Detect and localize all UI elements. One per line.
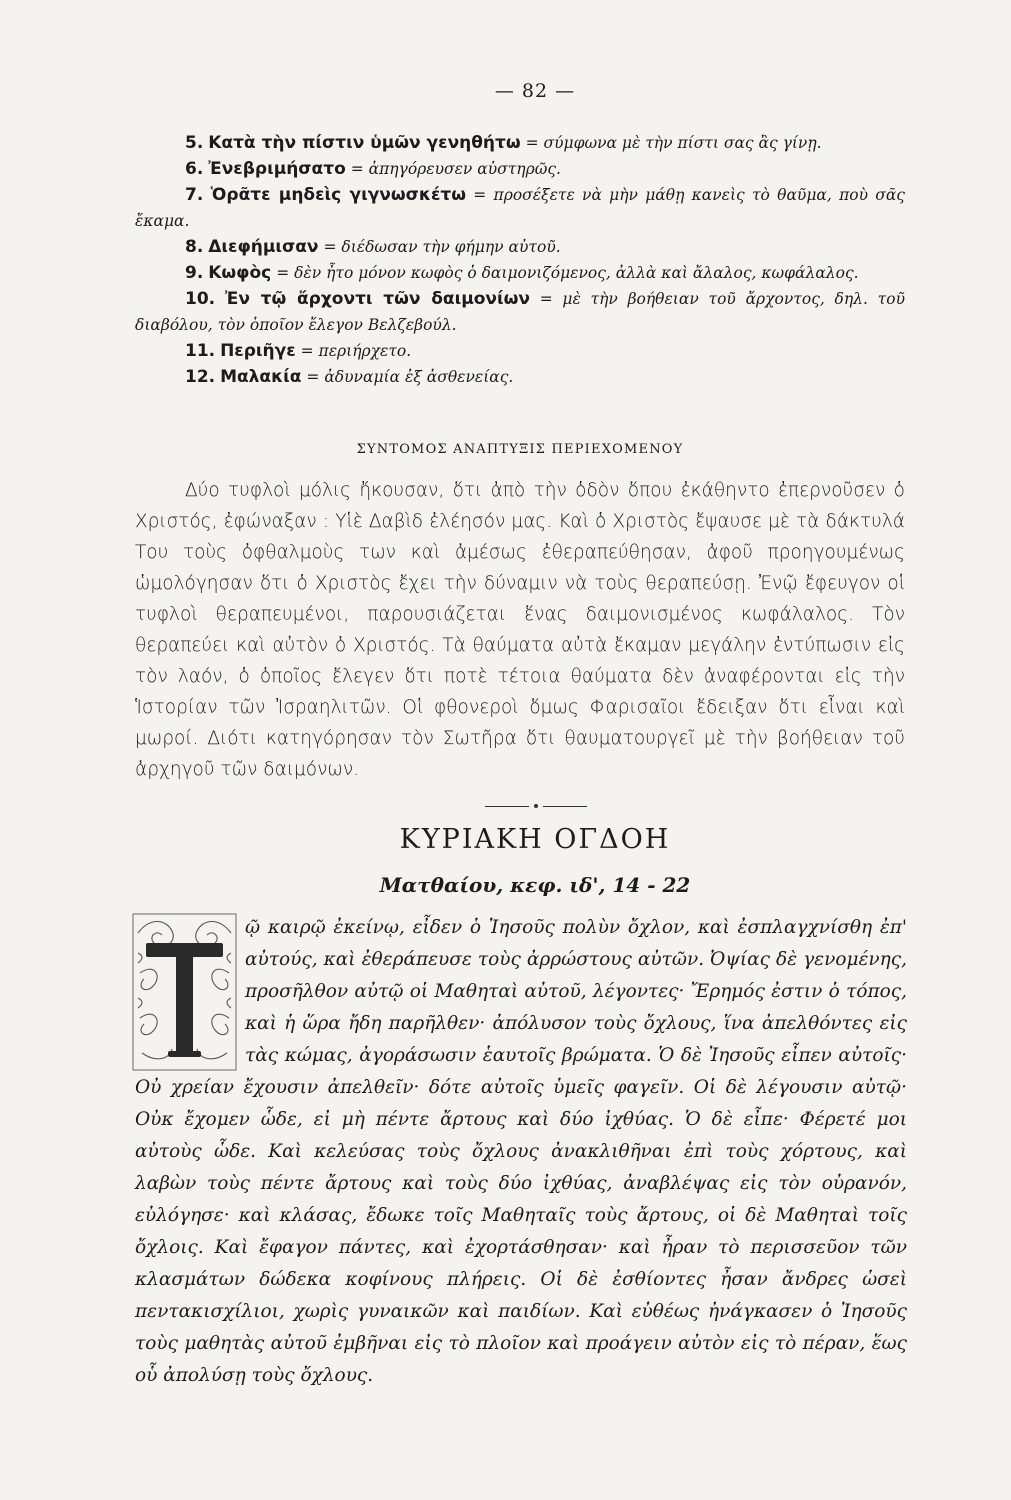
glossary-list bbox=[135, 130, 905, 390]
glossary-definition: = προσέξετε νὰ μὴν μάθῃ κανεὶς τὸ θαῦμα, ποὺ σᾶς ἔκαμα. bbox=[135, 186, 905, 230]
glossary-entry bbox=[135, 364, 905, 390]
gospel-reading bbox=[135, 912, 907, 1392]
glossary-number: 10. bbox=[185, 289, 216, 309]
divider-line-right bbox=[543, 806, 587, 807]
glossary-term: Κωφὸς bbox=[208, 263, 272, 283]
glossary-term: Περιῆγε bbox=[220, 341, 296, 361]
glossary-term: Ὁρᾶτε μηδεὶς γιγνωσκέτω bbox=[210, 185, 467, 205]
glossary-term: Ἐν τῷ ἄρχοντι τῶν δαιμονίων bbox=[224, 289, 530, 309]
glossary-number: 9. bbox=[185, 263, 204, 283]
gospel-text: ῷ καιρῷ ἐκείνῳ, εἶδεν ὁ Ἰησοῦς πολὺν ὄχλον, καὶ ἐσπλαγχνίσθη ἐπ' αὐτούς, καὶ ἐθεράπευσε τοὺς ἀρρώστους αὐτῶν. Ὀψίας δὲ γενομένης, προσῆλθον αὐτῷ οἱ Μαθηταὶ αὐτοῦ, λέγοντες· Ἔρημός ἐστιν ὁ τόπος, καὶ ἡ ὥρα ἤδη παρῆλθεν· ἀπόλυσον τοὺς ὄχλους, ἵνα ἀπελθόντες εἰς τὰς κώμας, ἀγοράσωσιν ἑαυτοῖς βρώματα. Ὁ δὲ Ἰησοῦς εἶπεν αὐτοῖς· Οὐ χρείαν ἔχουσιν ἀπελθεῖν· δότε αὐτοῖς ὑμεῖς φαγεῖν. Οἱ δὲ λέγουσιν αὐτῷ· Οὐκ ἔχομεν ὧδε, εἰ μὴ πέντε ἄρτους καὶ δύο ἰχθύας. Ὁ δὲ εἶπε· Φέρετέ μοι αὐτοὺς ὧδε. Καὶ κελεύσας τοὺς ὄχλους ἀνακλιθῆναι ἐπὶ τοὺς χόρτους, καὶ λαβὼν τοὺς πέντε ἄρτους καὶ τοὺς δύο ἰχθύας, ἀναβλέψας εἰς τὸν οὐρανόν, εὐλόγησε· καὶ κλάσας, ἔδωκε τοῖς Μαθηταῖς τοὺς ἄρτους, οἱ δὲ Μαθηταὶ τοῖς ὄχλοις. Καὶ ἔφαγον πάντες, καὶ ἐχορτάσθησαν· καὶ ἦραν τὸ περισσεῦον τῶν κλασμάτων δώδεκα κοφίνους πλήρεις. Οἱ δὲ ἐσθίοντες ἦσαν ἄνδρες ὡσεὶ πεντακισχίλιοι, χωρὶς γυναικῶν καὶ παιδίων. Καὶ εὐθέως ἠνάγκασεν ὁ Ἰησοῦς τοὺς μαθητὰς αὐτοῦ ἐμβῆναι εἰς τὸ πλοῖον καὶ προάγειν αὐτὸν εἰς τὸ πέραν, ἕως οὗ ἀπολύσῃ τοὺς ὄχλους. bbox=[135, 917, 907, 1386]
glossary-entry bbox=[135, 182, 905, 234]
glossary-number: 12. bbox=[185, 367, 216, 387]
glossary-entry bbox=[135, 338, 905, 364]
glossary-term: Διεφήμισαν bbox=[208, 237, 319, 257]
glossary-definition: = μὲ τὴν βοήθειαν τοῦ ἄρχοντος, δηλ. τοῦ διαβόλου, τὸν ὁποῖον ἔλεγον Βελζεβούλ. bbox=[135, 290, 905, 334]
glossary-number: 6. bbox=[185, 159, 204, 179]
sunday-title: ΚΥΡΙΑΚΗ ΟΓΔΟΗ bbox=[399, 824, 671, 855]
glossary-definition: = διέδωσαν τὴν φήμην αὐτοῦ. bbox=[323, 238, 561, 256]
glossary-number: 7. bbox=[185, 185, 204, 205]
reading-reference: Ματθαίου, κεφ. ιδ', 14 - 22 bbox=[379, 873, 691, 897]
glossary-definition: = ἀδυναμία ἐξ ἀσθενείας. bbox=[306, 368, 514, 386]
glossary-definition: = δὲν ἦτο μόνον κωφὸς ὁ δαιμονιζόμενος, ἀλλὰ καὶ ἄλαλος, κωφάλαλος. bbox=[276, 264, 859, 282]
page-number: — 82 — bbox=[494, 80, 576, 102]
glossary-term: Ἐνεβριμήσατο bbox=[208, 159, 346, 179]
drop-cap-letter: Τ bbox=[184, 1067, 185, 1068]
glossary-definition: = ἀπηγόρευσεν αὐστηρῶς. bbox=[350, 160, 561, 178]
summary-heading: ΣΥΝΤΟΜΟΣ ΑΝΑΠΤΥΞΙΣ ΠΕΡΙΕΧΟΜΕΝΟΥ bbox=[356, 442, 684, 457]
summary-paragraph: Δύο τυφλοὶ μόλις ἤκουσαν, ὅτι ἀπὸ τὴν ὁδὸν ὅπου ἐκάθηντο ἐπερνοῦσεν ὁ Χριστός, ἐφώναξαν : Υἱὲ Δαβὶδ ἐλέησόν μας. Καὶ ὁ Χριστὸς ἔψαυσε μὲ τὰ δάκτυλά Του τοὺς ὀφθαλμοὺς των καὶ ἀμέσως ἐθεραπεύθησαν, ἀφοῦ προηγουμένως ὡμολόγησαν ὅτι ὁ Χριστὸς ἔχει τὴν δύναμιν νὰ τοὺς θεραπεύσῃ. Ἐνῷ ἔφευγον οἱ τυφλοὶ θεραπευμένοι, παρουσιάζεται ἕνας δαιμονισμένος κωφάλαλος. Τὸν θεραπεύει καὶ αὐτὸν ὁ Χριστός. Τὰ θαύματα αὐτὰ ἔκαμαν μεγάλην ἐντύπωσιν εἰς τὸν λαόν, ὁ ὁποῖος ἔλεγεν ὅτι ποτὲ τέτοια θαύματα δὲν ἀναφέρονται εἰς τὴν Ἱστορίαν τῶν Ἰσραηλιτῶν. Οἱ φθονεροὶ ὅμως Φαρισαῖοι ἔδειξαν ὅτι εἶναι καὶ μωροί. Διότι κατηγόρησαν τὸν Σωτῆρα ὅτι θαυματουργεῖ μὲ τὴν βοήθειαν τοῦ ἀρχηγοῦ τῶν δαιμόνων. bbox=[135, 480, 905, 780]
glossary-entry bbox=[135, 156, 905, 182]
divider-line-left bbox=[485, 806, 529, 807]
glossary-entry bbox=[135, 234, 905, 260]
divider-dot bbox=[534, 804, 538, 808]
glossary-number: 5. bbox=[185, 133, 204, 153]
glossary-entry bbox=[135, 286, 905, 338]
glossary-definition: = σύμφωνα μὲ τὴν πίστι σας ἂς γίνῃ. bbox=[525, 134, 822, 152]
glossary-entry bbox=[135, 130, 905, 156]
glossary-term: Κατὰ τὴν πίστιν ὑμῶν γενηθήτω bbox=[208, 133, 521, 153]
glossary-definition: = περιήρχετο. bbox=[300, 342, 412, 360]
glossary-entry bbox=[135, 260, 905, 286]
glossary-number: 8. bbox=[185, 237, 204, 257]
glossary-term: Μαλακία bbox=[220, 367, 302, 387]
glossary-number: 11. bbox=[185, 341, 216, 361]
